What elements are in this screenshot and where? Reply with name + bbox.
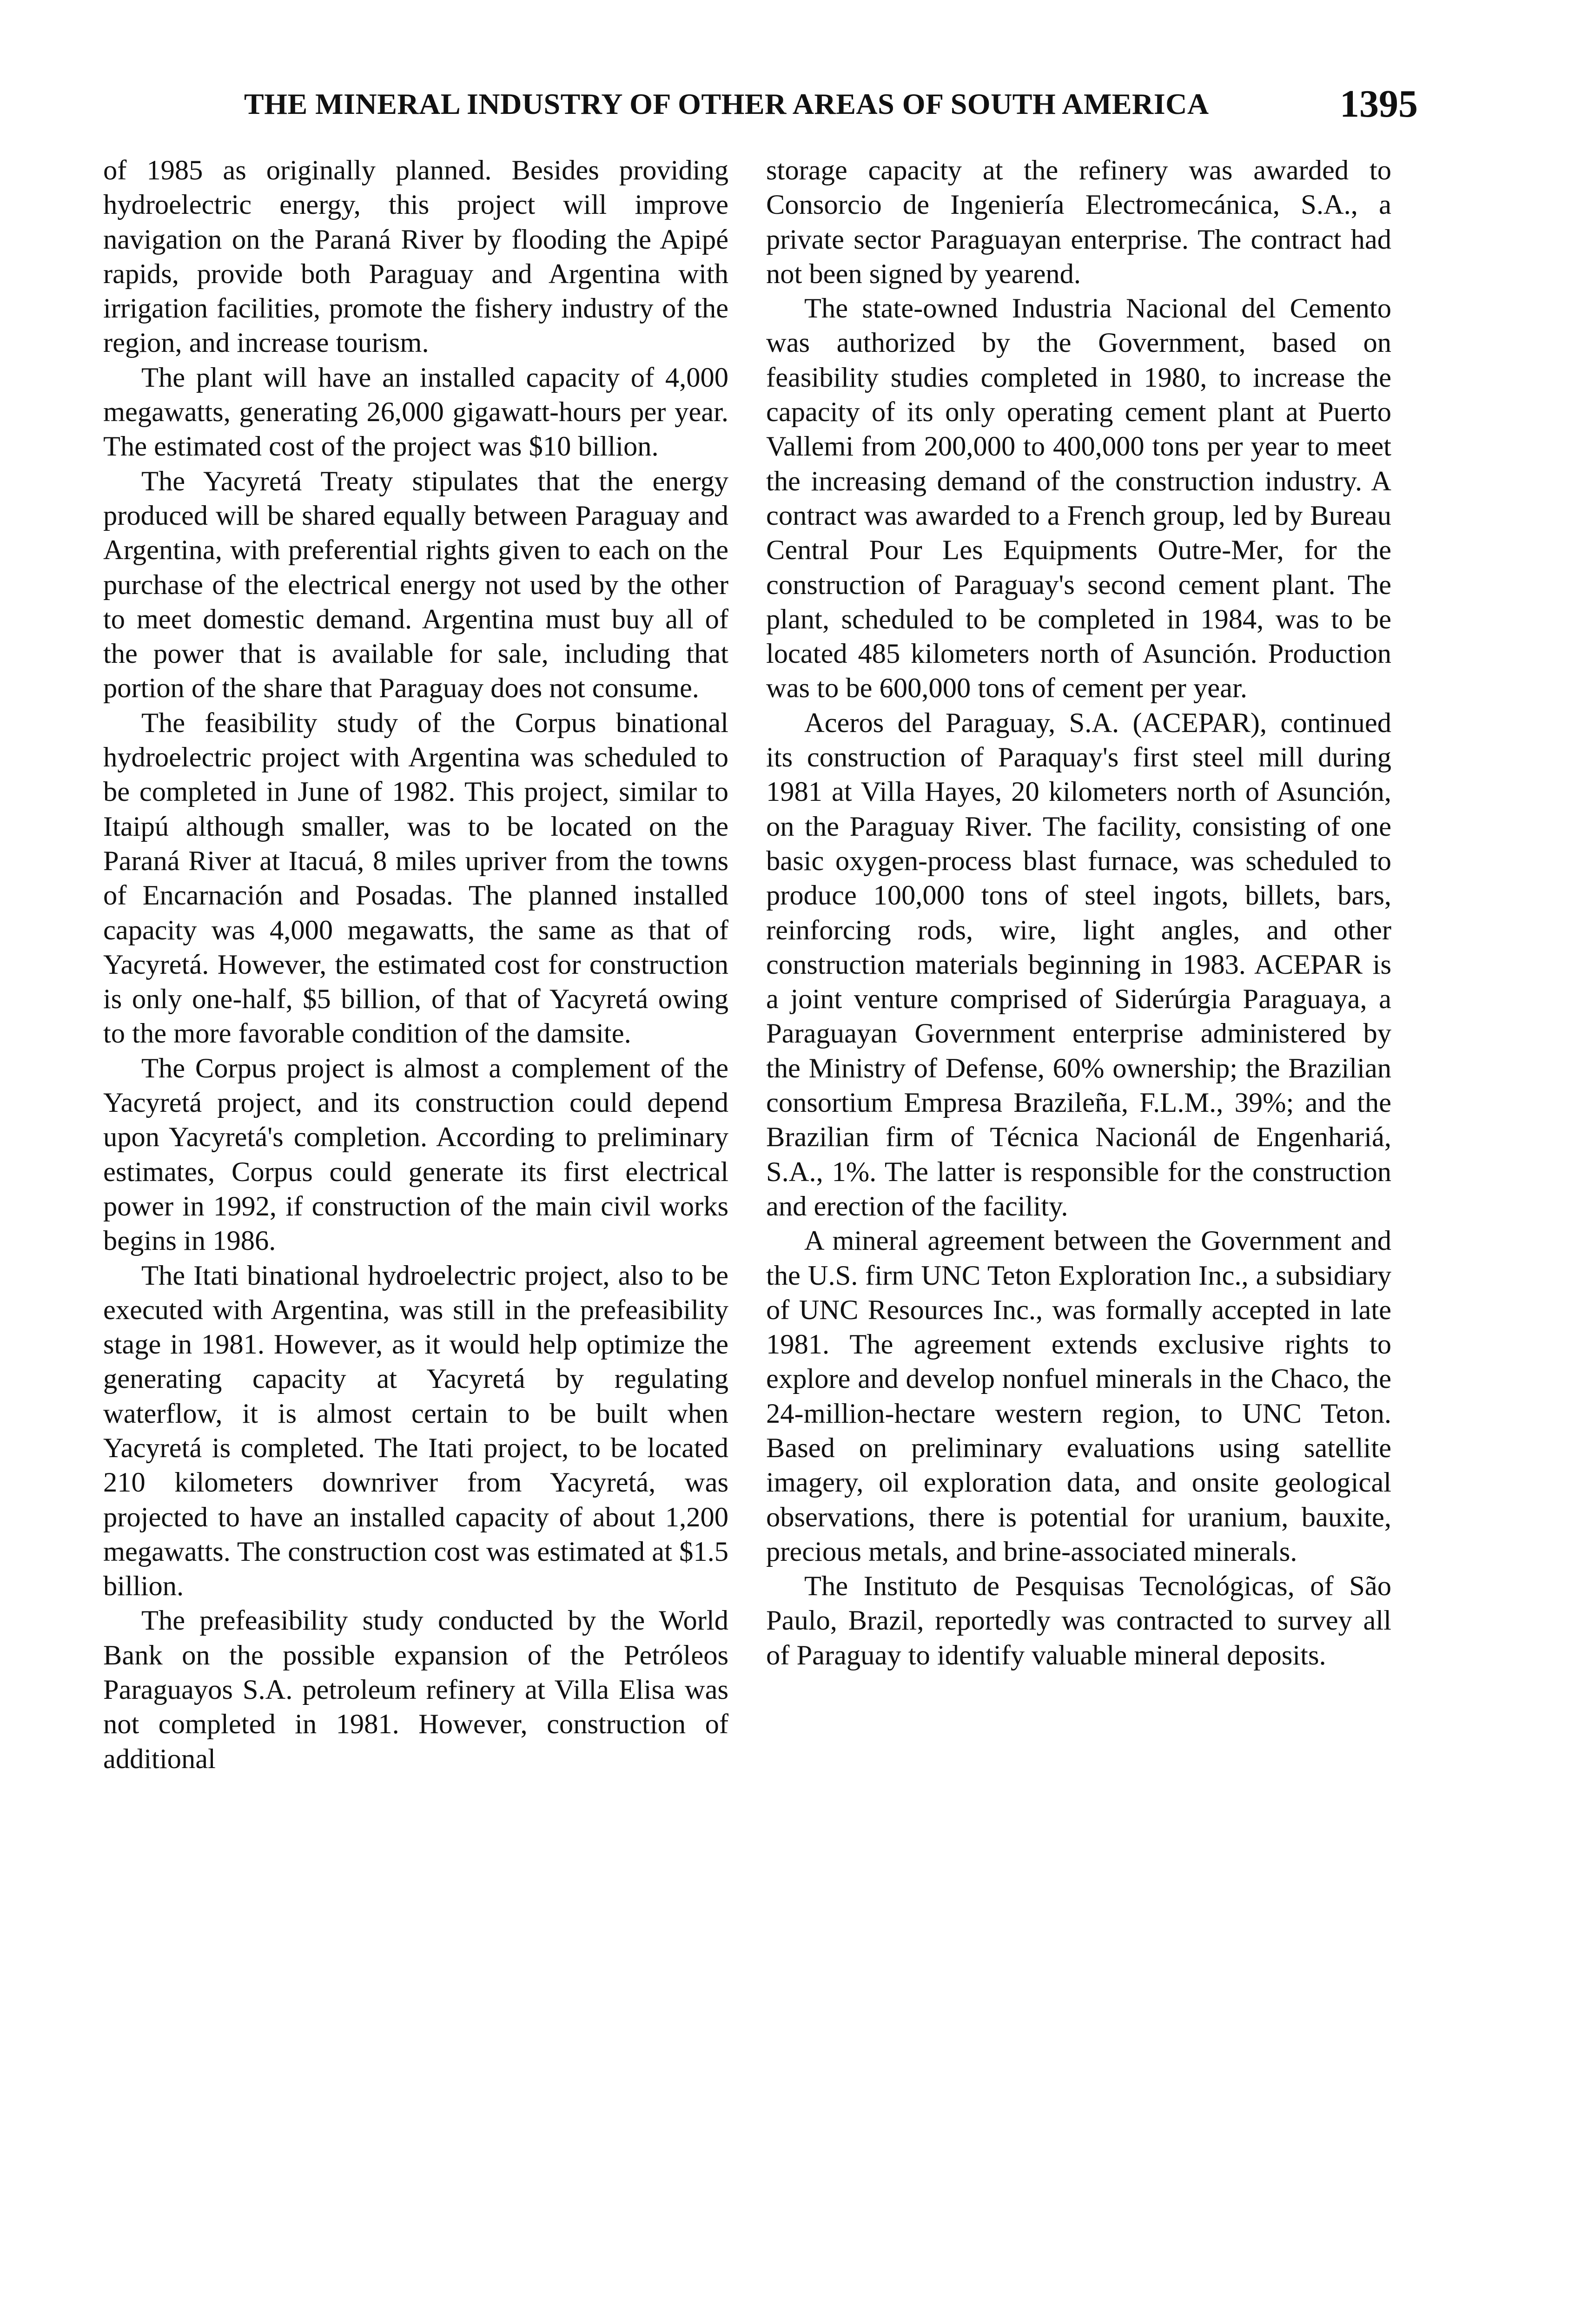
paragraph: The Itati binational hydroelectric project, also to be executed with Argentina, was still in the prefeasibility stage in 1981. However, as it would help optimize the generating capacity at Yacyretá by regulating waterflow, it is almost certain to be built when Yacyretá is completed. The Itati project, to be located 210 kilometers downriver from Yacyretá, was projected to have an installed capacity of about 1,200 megawatts. The construction cost was estimated at $1.5 billion. <box>103 1260 728 1602</box>
paragraph: The Corpus project is almost a complement of the Yacyretá project, and its construction could depend upon Yacyretá's completion. According to preliminary estimates, Corpus could generate its first electrical power in 1992, if construction of the main civil works begins in 1986. <box>103 1052 728 1257</box>
paragraph: of 1985 as originally planned. Besides providing hydroelectric energy, this project will improve navigation on the Paraná River by flooding the Apipé rapids, provide both Paraguay and Argentina with irrigation facilities, promote the fishery industry of the region, and increase tourism. <box>103 155 728 359</box>
paragraph: The Yacyretá Treaty stipulates that the energy produced will be shared equally between Paraguay and Argentina, with preferential rights given to each on the purchase of the electrical energy not used by the other to meet domestic demand. Argentina must buy all of the power that is available for sale, including that portion of the share that Paraguay does not consume. <box>103 465 728 704</box>
right-column <box>766 153 1391 1673</box>
paragraph: The prefeasibility study conducted by the World Bank on the possible expansion of the Petróleos Paraguayos S.A. petroleum refinery at Villa Elisa was not completed in 1981. However, construction of additional <box>103 1605 728 1775</box>
paragraph: storage capacity at the refinery was awarded to Consorcio de Ingeniería Electromecánica, S.A., a private sector Paraguayan enterprise. The contract had not been signed by yearend. <box>766 155 1391 290</box>
running-title: THE MINERAL INDUSTRY OF OTHER AREAS OF SOUTH AMERICA <box>244 87 1209 120</box>
running-header <box>98 81 1418 137</box>
paragraph: The Instituto de Pesquisas Tecnológicas, of São Paulo, Brazil, reportedly was contracted to survey all of Paraguay to identify valuable mineral deposits. <box>766 1571 1391 1671</box>
paragraph: Aceros del Paraguay, S.A. (ACEPAR), continued its construction of Paraquay's first steel mill during 1981 at Villa Hayes, 20 kilometers north of Asunción, on the Paraguay River. The facility, consisting of one basic oxygen-process blast furnace, was scheduled to produce 100,000 tons of steel ingots, billets, bars, reinforcing rods, wire, light angles, and other construction materials beginning in 1983. ACEPAR is a joint venture comprised of Siderúrgia Paraguaya, a Paraguayan Government enterprise administered by the Ministry of Defense, 60% ownership; the Brazilian consortium Empresa Brazileña, F.L.M., 39%; and the Brazilian firm of Técnica Nacionál de Engenhariá, S.A., 1%. The latter is responsible for the construction and erection of the facility. <box>766 707 1391 1222</box>
paragraph: A mineral agreement between the Government and the U.S. firm UNC Teton Exploration Inc., a subsidiary of UNC Resources Inc., was formally accepted in late 1981. The agreement extends exclusive rights to explore and develop nonfuel minerals in the Chaco, the 24-million-hectare western region, to UNC Teton. Based on preliminary evaluations using satellite imagery, oil exploration data, and onsite geological observations, there is potential for uranium, bauxite, precious metals, and brine-associated minerals. <box>766 1225 1391 1567</box>
paragraph: The feasibility study of the Corpus binational hydroelectric project with Argentina was scheduled to be completed in June of 1982. This project, similar to Itaipú although smaller, was to be located on the Paraná River at Itacuá, 8 miles upriver from the towns of Encarnación and Posadas. The planned installed capacity was 4,000 megawatts, the same as that of Yacyretá. However, the estimated cost for construction is only one-half, $5 billion, of that of Yacyretá owing to the more favorable condition of the damsite. <box>103 707 728 1050</box>
page-number: 1395 <box>1340 82 1418 125</box>
paragraph: The plant will have an installed capacity of 4,000 megawatts, generating 26,000 gigawatt-hours per year. The estimated cost of the project was $10 billion. <box>103 362 728 462</box>
left-column <box>103 153 728 1776</box>
paragraph: The state-owned Industria Nacional del Cemento was authorized by the Government, based on feasibility studies completed in 1980, to increase the capacity of its only operating cement plant at Puerto Vallemi from 200,000 to 400,000 tons per year to meet the increasing demand of the construction industry. A contract was awarded to a French group, led by Bureau Central Pour Les Equipments Outre-Mer, for the construction of Paraguay's second cement plant. The plant, scheduled to be completed in 1984, was to be located 485 kilometers north of Asunción. Production was to be 600,000 tons of cement per year. <box>766 293 1391 704</box>
